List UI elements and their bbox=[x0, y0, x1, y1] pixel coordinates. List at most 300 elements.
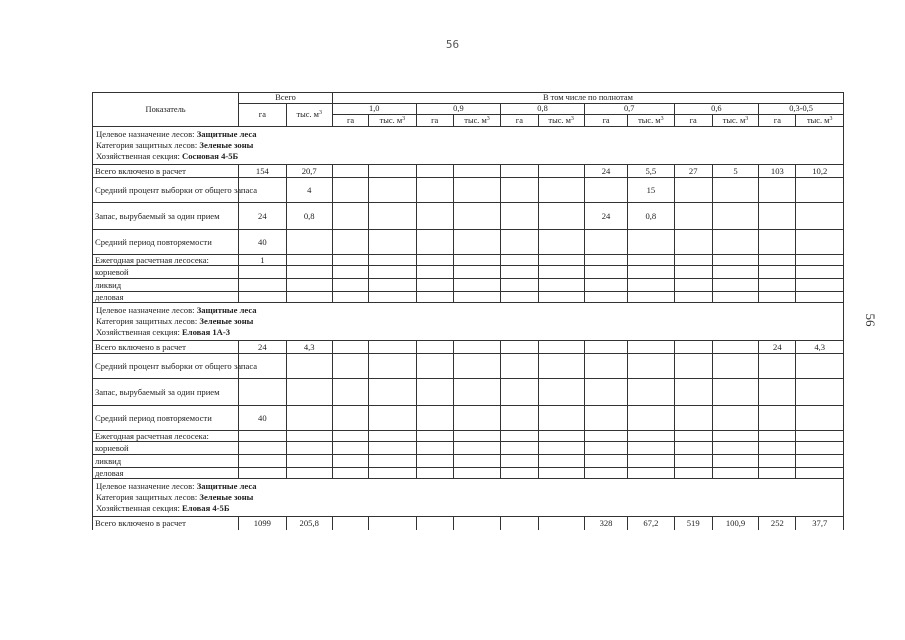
table-cell bbox=[674, 279, 712, 292]
table-cell bbox=[712, 442, 758, 455]
table-cell bbox=[538, 255, 584, 266]
table-cell bbox=[369, 266, 416, 279]
table-cell bbox=[369, 406, 416, 431]
table-cell: 0,8 bbox=[628, 203, 674, 230]
table-cell bbox=[369, 379, 416, 406]
table-cell bbox=[286, 468, 332, 479]
table-cell bbox=[286, 255, 332, 266]
table-cell bbox=[416, 279, 453, 292]
table-cell bbox=[501, 517, 538, 530]
table-cell: 4,3 bbox=[286, 341, 332, 354]
table-cell bbox=[538, 165, 584, 178]
table-cell bbox=[712, 406, 758, 431]
table-cell bbox=[239, 292, 286, 303]
row-label: деловая bbox=[93, 468, 239, 479]
table-cell bbox=[416, 230, 453, 255]
table-cell bbox=[416, 379, 453, 406]
table-cell bbox=[416, 178, 453, 203]
section-header bbox=[93, 479, 844, 517]
table-cell bbox=[759, 292, 796, 303]
table-cell bbox=[416, 442, 453, 455]
category-line: Категория защитных лесов: Зеленые зоны bbox=[96, 492, 254, 502]
table-cell bbox=[584, 406, 627, 431]
unit-ha-header: га bbox=[416, 115, 453, 127]
table-cell bbox=[332, 406, 368, 431]
table-cell bbox=[239, 442, 286, 455]
table-cell bbox=[453, 341, 500, 354]
row-label: деловая bbox=[93, 292, 239, 303]
table-cell bbox=[501, 255, 538, 266]
section-header-row bbox=[93, 479, 844, 517]
section-line: Хозяйственная секция: Еловая 1А-3 bbox=[96, 327, 231, 337]
unit-ha-header: га bbox=[332, 115, 368, 127]
table-cell bbox=[759, 230, 796, 255]
row-label: Средний период повторяемости bbox=[93, 230, 239, 255]
table-cell bbox=[796, 379, 844, 406]
table-cell: 40 bbox=[239, 230, 286, 255]
table-cell bbox=[538, 431, 584, 442]
table-cell bbox=[239, 455, 286, 468]
table-cell bbox=[332, 379, 368, 406]
table-cell bbox=[239, 379, 286, 406]
unit-ha-header: га bbox=[584, 115, 627, 127]
table-body bbox=[93, 127, 844, 530]
table-row bbox=[93, 341, 844, 354]
table-row bbox=[93, 468, 844, 479]
table-cell bbox=[628, 255, 674, 266]
table-cell bbox=[453, 354, 500, 379]
table-cell bbox=[453, 517, 500, 530]
table-cell bbox=[453, 203, 500, 230]
row-label: ликвид bbox=[93, 279, 239, 292]
table-cell bbox=[501, 292, 538, 303]
table-cell bbox=[453, 292, 500, 303]
table-cell bbox=[369, 178, 416, 203]
table-cell bbox=[239, 431, 286, 442]
table-cell bbox=[759, 442, 796, 455]
table-cell bbox=[538, 379, 584, 406]
category-line: Категория защитных лесов: Зеленые зоны bbox=[96, 316, 254, 326]
table-cell bbox=[628, 279, 674, 292]
table-cell bbox=[501, 341, 538, 354]
table-cell bbox=[712, 255, 758, 266]
table-cell bbox=[538, 406, 584, 431]
table-header bbox=[93, 93, 844, 127]
table-cell bbox=[584, 230, 627, 255]
table-cell bbox=[286, 455, 332, 468]
table-cell bbox=[674, 203, 712, 230]
section-line: Хозяйственная секция: Сосновая 4-5Б bbox=[96, 151, 239, 161]
table-cell bbox=[796, 431, 844, 442]
table-cell bbox=[712, 178, 758, 203]
table-cell: 1099 bbox=[239, 517, 286, 530]
table-cell bbox=[453, 279, 500, 292]
table-cell bbox=[712, 266, 758, 279]
table-cell bbox=[796, 178, 844, 203]
table-cell: 24 bbox=[239, 203, 286, 230]
table-cell bbox=[674, 292, 712, 303]
table-cell bbox=[628, 292, 674, 303]
table-cell: 15 bbox=[628, 178, 674, 203]
page-number-top: 56 bbox=[445, 38, 460, 51]
table-cell bbox=[332, 341, 368, 354]
table-cell bbox=[759, 431, 796, 442]
table-row bbox=[93, 165, 844, 178]
table-cell bbox=[674, 406, 712, 431]
table-cell: 0,8 bbox=[286, 203, 332, 230]
table-cell bbox=[712, 279, 758, 292]
table-cell bbox=[369, 354, 416, 379]
density-header: 1,0 bbox=[332, 104, 416, 115]
table-cell bbox=[332, 442, 368, 455]
table-cell bbox=[286, 379, 332, 406]
unit-ha-header: га bbox=[501, 115, 538, 127]
table-cell bbox=[674, 455, 712, 468]
table-cell bbox=[584, 279, 627, 292]
table-cell bbox=[369, 517, 416, 530]
table-cell bbox=[674, 431, 712, 442]
table-cell bbox=[286, 279, 332, 292]
table-cell bbox=[628, 230, 674, 255]
table-cell bbox=[796, 468, 844, 479]
table-cell bbox=[332, 455, 368, 468]
table-cell bbox=[332, 203, 368, 230]
table-cell: 20,7 bbox=[286, 165, 332, 178]
table-cell bbox=[369, 442, 416, 455]
table-cell: 103 bbox=[759, 165, 796, 178]
section-header-row bbox=[93, 303, 844, 341]
table-cell bbox=[369, 165, 416, 178]
table-row bbox=[93, 517, 844, 530]
table-cell bbox=[286, 230, 332, 255]
table-cell bbox=[759, 379, 796, 406]
table-cell bbox=[239, 468, 286, 479]
table-cell bbox=[674, 379, 712, 406]
table-cell bbox=[453, 255, 500, 266]
table-cell bbox=[538, 354, 584, 379]
table-cell bbox=[759, 203, 796, 230]
table-cell bbox=[332, 178, 368, 203]
table-cell bbox=[628, 468, 674, 479]
row-label: корневой bbox=[93, 266, 239, 279]
table-cell bbox=[332, 255, 368, 266]
table-cell bbox=[712, 455, 758, 468]
row-label: Средний процент выборки от общего запаса bbox=[93, 354, 239, 379]
table-cell bbox=[628, 442, 674, 455]
table-cell bbox=[501, 266, 538, 279]
table-cell: 40 bbox=[239, 406, 286, 431]
table-cell bbox=[453, 431, 500, 442]
row-label: Ежегодная расчетная лесосека: bbox=[93, 431, 239, 442]
table-row bbox=[93, 266, 844, 279]
row-label: Запас, вырубаемый за один прием bbox=[93, 379, 239, 406]
table-cell bbox=[416, 455, 453, 468]
table-cell bbox=[628, 266, 674, 279]
table-cell bbox=[416, 517, 453, 530]
table-cell bbox=[796, 354, 844, 379]
table-cell bbox=[416, 292, 453, 303]
table-cell bbox=[674, 468, 712, 479]
section-header bbox=[93, 303, 844, 341]
table-cell bbox=[712, 230, 758, 255]
table-cell bbox=[759, 255, 796, 266]
table-cell bbox=[501, 230, 538, 255]
table-cell bbox=[759, 178, 796, 203]
table-cell bbox=[584, 354, 627, 379]
table-cell bbox=[628, 379, 674, 406]
allowable-cut-table bbox=[92, 92, 844, 530]
table-cell: 27 bbox=[674, 165, 712, 178]
table-cell bbox=[332, 517, 368, 530]
density-header: 0,3-0,5 bbox=[759, 104, 844, 115]
table-cell bbox=[416, 165, 453, 178]
table-cell bbox=[453, 266, 500, 279]
table-cell bbox=[538, 468, 584, 479]
row-label: корневой bbox=[93, 442, 239, 455]
table-cell bbox=[796, 292, 844, 303]
row-label: Запас, вырубаемый за один прием bbox=[93, 203, 239, 230]
table-row bbox=[93, 455, 844, 468]
table-cell bbox=[538, 341, 584, 354]
table-cell bbox=[369, 230, 416, 255]
table-cell bbox=[796, 455, 844, 468]
table-cell bbox=[453, 442, 500, 455]
table-cell: 4 bbox=[286, 178, 332, 203]
row-label: Всего включено в расчет bbox=[93, 517, 239, 530]
density-header: 0,8 bbox=[501, 104, 585, 115]
table-cell bbox=[332, 165, 368, 178]
table-cell bbox=[584, 379, 627, 406]
total-header: Всего bbox=[239, 93, 333, 104]
total-ha-header: га bbox=[239, 104, 286, 127]
unit-vol-header: тыс. $м^3$ bbox=[538, 115, 584, 127]
table-row bbox=[93, 203, 844, 230]
table-cell bbox=[584, 178, 627, 203]
page-number-side: 56 bbox=[863, 313, 878, 327]
table-cell bbox=[453, 468, 500, 479]
table-cell bbox=[416, 203, 453, 230]
table-cell bbox=[239, 266, 286, 279]
table-cell bbox=[501, 431, 538, 442]
table-cell bbox=[796, 279, 844, 292]
table-cell bbox=[759, 279, 796, 292]
table-cell: 5 bbox=[712, 165, 758, 178]
table-cell bbox=[416, 266, 453, 279]
table-cell: 4,3 bbox=[796, 341, 844, 354]
table-row bbox=[93, 178, 844, 203]
table-cell bbox=[712, 341, 758, 354]
table-cell bbox=[369, 255, 416, 266]
table-cell bbox=[332, 279, 368, 292]
table-cell bbox=[332, 266, 368, 279]
table-cell bbox=[674, 354, 712, 379]
table-cell bbox=[501, 406, 538, 431]
table-cell bbox=[501, 203, 538, 230]
row-label: Ежегодная расчетная лесосека: bbox=[93, 255, 239, 266]
total-vol-header: тыс. $м^3$ bbox=[286, 104, 332, 127]
table-cell bbox=[712, 468, 758, 479]
table-cell bbox=[501, 442, 538, 455]
table-cell bbox=[628, 431, 674, 442]
table-cell bbox=[538, 292, 584, 303]
table-cell bbox=[796, 406, 844, 431]
table-cell: 1 bbox=[239, 255, 286, 266]
table-cell bbox=[759, 468, 796, 479]
by-density-header: В том числе по полнотам bbox=[332, 93, 843, 104]
row-label: Всего включено в расчет bbox=[93, 341, 239, 354]
table-cell bbox=[501, 379, 538, 406]
table-cell bbox=[416, 354, 453, 379]
table-cell bbox=[501, 455, 538, 468]
table-cell bbox=[674, 341, 712, 354]
table-cell: 24 bbox=[759, 341, 796, 354]
table-cell bbox=[286, 266, 332, 279]
table-cell bbox=[759, 354, 796, 379]
table-cell bbox=[369, 341, 416, 354]
table-cell bbox=[584, 431, 627, 442]
section-line: Хозяйственная секция: Еловая 4-5Б bbox=[96, 503, 230, 513]
table-row bbox=[93, 442, 844, 455]
table-cell bbox=[286, 354, 332, 379]
unit-ha-header: га bbox=[759, 115, 796, 127]
table-cell bbox=[584, 266, 627, 279]
unit-vol-header: тыс. $м^3$ bbox=[453, 115, 500, 127]
purpose-line: Целевое назначение лесов: Защитные леса bbox=[96, 305, 257, 315]
table-cell bbox=[286, 406, 332, 431]
table-row bbox=[93, 292, 844, 303]
table-row bbox=[93, 406, 844, 431]
table-cell: 328 bbox=[584, 517, 627, 530]
table-cell bbox=[369, 203, 416, 230]
table-cell bbox=[712, 354, 758, 379]
table-cell bbox=[584, 292, 627, 303]
table-cell bbox=[332, 431, 368, 442]
table-cell bbox=[332, 292, 368, 303]
table-cell bbox=[453, 178, 500, 203]
table-cell bbox=[674, 230, 712, 255]
table-cell bbox=[796, 203, 844, 230]
table-cell bbox=[584, 255, 627, 266]
table-row bbox=[93, 279, 844, 292]
table-row bbox=[93, 379, 844, 406]
table-cell bbox=[584, 442, 627, 455]
table-cell bbox=[286, 442, 332, 455]
table-cell bbox=[538, 455, 584, 468]
purpose-line: Целевое назначение лесов: Защитные леса bbox=[96, 129, 257, 139]
table-cell bbox=[286, 292, 332, 303]
unit-vol-header: тыс. $м^3$ bbox=[796, 115, 844, 127]
indicator-header: Показатель bbox=[93, 93, 239, 127]
table-cell bbox=[628, 406, 674, 431]
table-cell bbox=[712, 431, 758, 442]
unit-ha-header: га bbox=[674, 115, 712, 127]
table-cell bbox=[453, 406, 500, 431]
table-cell bbox=[796, 255, 844, 266]
table-cell bbox=[369, 292, 416, 303]
table-cell: 5,5 bbox=[628, 165, 674, 178]
table-cell bbox=[453, 455, 500, 468]
table-row bbox=[93, 354, 844, 379]
table-cell bbox=[628, 354, 674, 379]
unit-vol-header: тыс. $м^3$ bbox=[628, 115, 674, 127]
table-cell bbox=[501, 178, 538, 203]
section-header bbox=[93, 127, 844, 165]
table-cell bbox=[538, 279, 584, 292]
table-cell bbox=[369, 431, 416, 442]
table-cell bbox=[712, 379, 758, 406]
table-cell: 100,9 bbox=[712, 517, 758, 530]
table-cell bbox=[538, 266, 584, 279]
table-cell bbox=[453, 230, 500, 255]
table-cell bbox=[538, 203, 584, 230]
table-cell bbox=[538, 517, 584, 530]
table-cell bbox=[453, 165, 500, 178]
table-cell: 24 bbox=[239, 341, 286, 354]
table-cell bbox=[796, 266, 844, 279]
row-label: Средний процент выборки от общего запаса bbox=[93, 178, 239, 203]
table-cell bbox=[584, 341, 627, 354]
table-cell bbox=[239, 279, 286, 292]
table-cell bbox=[674, 442, 712, 455]
table-cell bbox=[501, 354, 538, 379]
table-cell bbox=[759, 406, 796, 431]
row-label: Всего включено в расчет bbox=[93, 165, 239, 178]
table-cell: 24 bbox=[584, 165, 627, 178]
table-cell: 252 bbox=[759, 517, 796, 530]
unit-vol-header: тыс. $м^3$ bbox=[369, 115, 416, 127]
table-cell bbox=[501, 279, 538, 292]
table-cell bbox=[584, 455, 627, 468]
table-cell bbox=[796, 442, 844, 455]
table-cell bbox=[796, 230, 844, 255]
density-header: 0,6 bbox=[674, 104, 759, 115]
table-cell bbox=[501, 165, 538, 178]
table-cell: 205,8 bbox=[286, 517, 332, 530]
density-header: 0,7 bbox=[584, 104, 674, 115]
table-cell bbox=[538, 178, 584, 203]
table-cell bbox=[369, 468, 416, 479]
table-cell bbox=[416, 406, 453, 431]
table-cell bbox=[369, 455, 416, 468]
table-cell: 10,2 bbox=[796, 165, 844, 178]
purpose-line: Целевое назначение лесов: Защитные леса bbox=[96, 481, 257, 491]
table-cell bbox=[759, 455, 796, 468]
unit-vol-header: тыс. $м^3$ bbox=[712, 115, 758, 127]
section-header-row bbox=[93, 127, 844, 165]
density-header: 0,9 bbox=[416, 104, 501, 115]
table-cell: 67,2 bbox=[628, 517, 674, 530]
table-cell: 24 bbox=[584, 203, 627, 230]
row-label: ликвид bbox=[93, 455, 239, 468]
table-cell bbox=[538, 442, 584, 455]
table-cell bbox=[416, 341, 453, 354]
table-cell bbox=[628, 341, 674, 354]
table-cell: 37,7 bbox=[796, 517, 844, 530]
table-cell bbox=[674, 178, 712, 203]
table-cell bbox=[538, 230, 584, 255]
table-cell bbox=[501, 468, 538, 479]
table-cell bbox=[628, 455, 674, 468]
table-cell bbox=[416, 255, 453, 266]
table-cell: 154 bbox=[239, 165, 286, 178]
table-cell bbox=[286, 431, 332, 442]
table-row bbox=[93, 230, 844, 255]
table-cell bbox=[712, 203, 758, 230]
table-cell bbox=[674, 255, 712, 266]
table-row bbox=[93, 431, 844, 442]
table-cell bbox=[416, 468, 453, 479]
table-cell: 519 bbox=[674, 517, 712, 530]
